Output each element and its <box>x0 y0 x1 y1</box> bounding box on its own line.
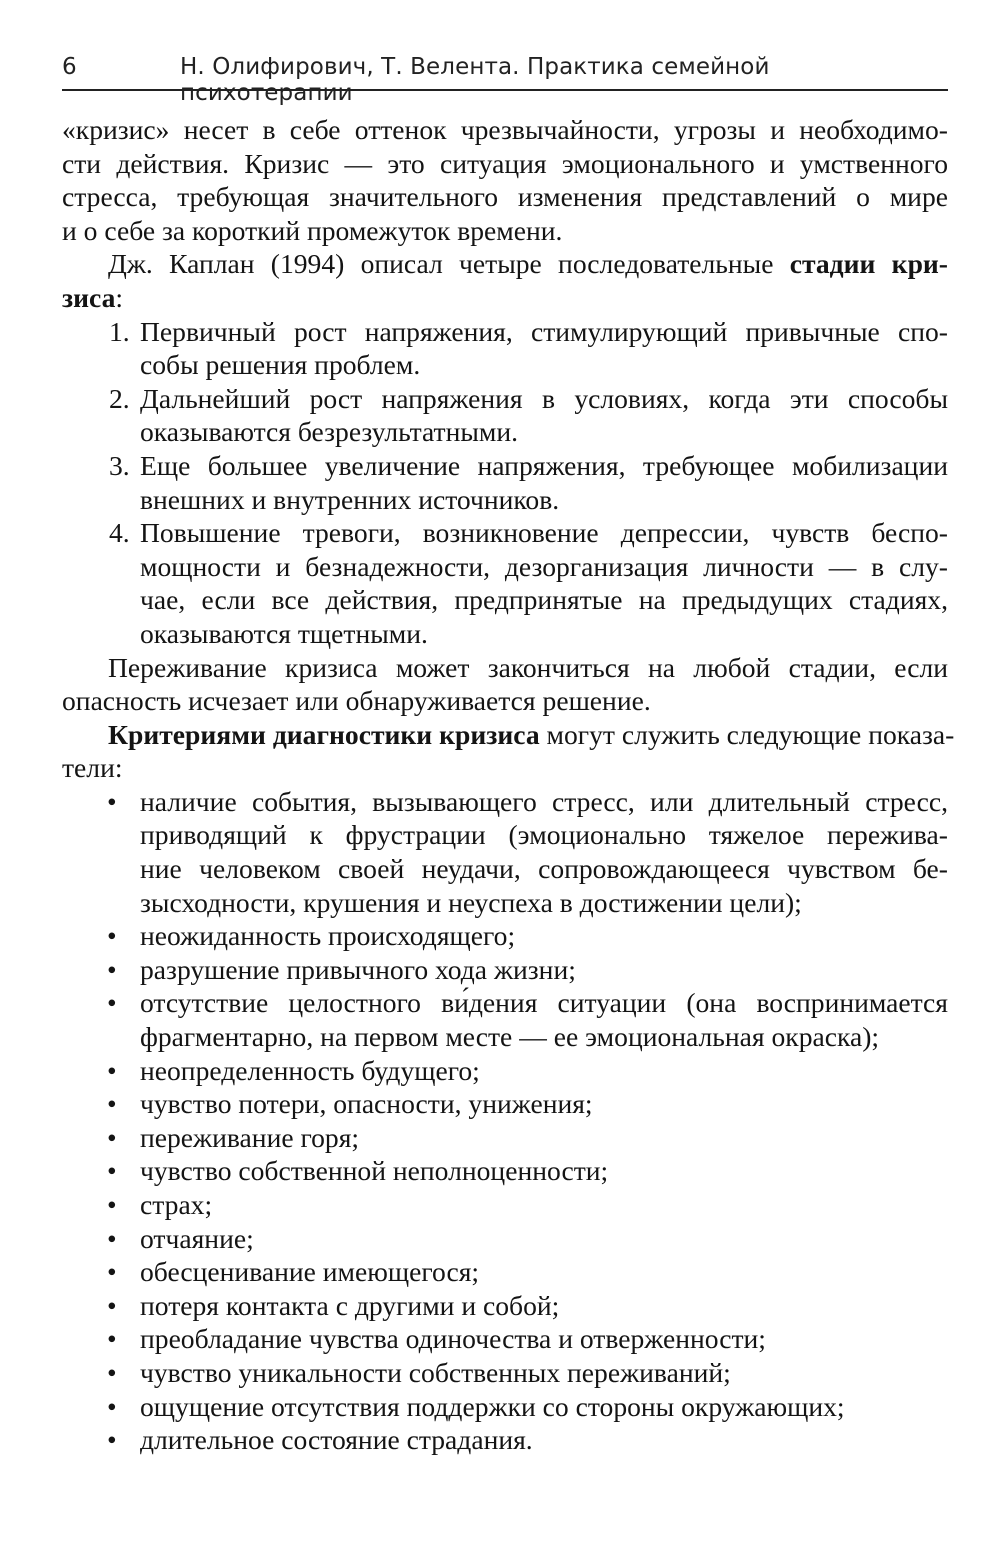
running-head <box>62 54 948 106</box>
text-line: Еще большее увеличение напряжения, требующее мобилизации <box>140 449 948 481</box>
criteria-list <box>62 785 948 1457</box>
paragraph-crisis-definition <box>62 113 948 247</box>
text-line: оказываются тщетными. <box>140 617 428 649</box>
criteria-item <box>62 1289 948 1323</box>
page-number: 6 <box>62 54 77 80</box>
text-line: Дальнейший рост напряжения в условиях, когда эти способы <box>140 382 948 414</box>
criteria-item <box>62 1423 948 1457</box>
text-line: отчаяние; <box>140 1222 254 1254</box>
text-line: длительное состояние страдания. <box>140 1424 533 1456</box>
text-line: наличие события, вызывающего стресс, или длительный стресс, <box>140 785 948 817</box>
stages-list <box>62 315 948 651</box>
criteria-item <box>62 785 948 919</box>
bullet-icon: • <box>107 1390 117 1422</box>
criteria-item <box>62 919 948 953</box>
stage-number: 4. <box>109 517 130 549</box>
bullet-icon: • <box>107 1088 117 1120</box>
text-line: внешних и внутренних источников. <box>140 483 560 515</box>
text-line: фрагментарно, на первом месте — ее эмоциональная окраска); <box>140 1021 880 1053</box>
criteria-item <box>62 1222 948 1256</box>
paragraph-criteria-intro <box>62 718 955 785</box>
criteria-item <box>62 1154 948 1188</box>
stage-number: 3. <box>109 449 130 481</box>
bullet-icon: • <box>107 1424 117 1456</box>
text-line: ние человеком своей неудачи, сопровождающееся чувством бе- <box>140 853 948 885</box>
stage-item <box>62 382 948 449</box>
text-line: «кризис» несет в себе оттенок чрезвычайности, угрозы и необходимо- <box>62 114 948 145</box>
text-line: неожиданность происходящего; <box>140 920 516 952</box>
text-line: собы решения проблем. <box>140 349 421 381</box>
criteria-item <box>62 986 948 1053</box>
text-span: Дж. Каплан (1994) описал четыре последовательные <box>108 248 790 280</box>
running-title: Н. Олифирович, Т. Велента. Практика семейной психотерапии <box>180 54 770 106</box>
bullet-icon: • <box>107 1054 117 1086</box>
criteria-item <box>62 953 948 987</box>
stage-number: 1. <box>109 315 130 347</box>
body-text <box>62 113 955 1457</box>
paragraph-caplan-stages-intro <box>62 247 948 314</box>
text-line: и о себе за короткий промежуток времени. <box>62 214 563 246</box>
text-span: могут служить следующие показа- <box>539 718 955 750</box>
text-line <box>62 281 948 315</box>
text-line: чувство уникальности собственных переживаний; <box>140 1356 731 1388</box>
criteria-item <box>62 1356 948 1390</box>
text-line: оказываются безрезультатными. <box>140 416 519 448</box>
criteria-item <box>62 1390 948 1424</box>
text-line: отсутствие целостного ви́дения ситуации (она воспринимается <box>140 987 948 1019</box>
text-line: переживание горя; <box>140 1121 360 1153</box>
text-line: чае, если все действия, предпринятые на предыдущих стадиях, <box>140 584 948 616</box>
bullet-icon: • <box>107 1356 117 1388</box>
bullet-icon: • <box>107 785 117 817</box>
bullet-icon: • <box>107 1323 117 1355</box>
bullet-icon: • <box>107 920 117 952</box>
text-line: зысходности, крушения и неуспеха в достижении цели); <box>140 886 802 918</box>
text-line <box>62 718 955 752</box>
bullet-icon: • <box>107 1121 117 1153</box>
paragraph-crisis-end <box>62 651 948 718</box>
text-line: неопределенность будущего; <box>140 1054 480 1086</box>
criteria-item <box>62 1322 948 1356</box>
text-line: страх; <box>140 1189 213 1220</box>
stage-item <box>62 516 948 650</box>
criteria-item <box>62 1121 948 1155</box>
text-line: разрушение привычного хода жизни; <box>140 953 576 985</box>
bold-term: стадии кри- <box>789 248 948 280</box>
stage-item <box>62 449 948 516</box>
text-line: потеря контакта с другими и собой; <box>140 1289 560 1321</box>
text-line: Первичный рост напряжения, стимулирующий привычные спо- <box>140 315 948 347</box>
bullet-icon: • <box>107 1256 117 1288</box>
text-line: ощущение отсутствия поддержки со стороны окружающих; <box>140 1390 845 1422</box>
criteria-item <box>62 1255 948 1289</box>
header-rule <box>62 89 948 91</box>
bullet-icon: • <box>107 1189 117 1220</box>
text-line: мощности и безнадежности, дезорганизация личности — в слу- <box>140 550 948 582</box>
text-line: преобладание чувства одиночества и отверженности; <box>140 1323 766 1355</box>
text-line: стресса, требующая значительного изменения представлений о мире <box>62 181 948 213</box>
stage-item <box>62 315 948 382</box>
text-span: : <box>115 281 124 313</box>
text-line: сти действия. Кризис — это ситуация эмоционального и умственного <box>62 147 948 179</box>
bullet-icon: • <box>107 1222 117 1254</box>
text-line: чувство потери, опасности, унижения; <box>140 1088 593 1120</box>
text-line: тели: <box>62 752 123 784</box>
text-line: опасность исчезает или обнаруживается решение. <box>62 685 651 717</box>
criteria-item <box>62 1188 948 1222</box>
text-line <box>62 247 948 281</box>
bullet-icon: • <box>107 1155 117 1187</box>
bullet-icon: • <box>107 953 117 985</box>
bullet-icon: • <box>107 987 117 1019</box>
text-line: обесценивание имеющегося; <box>140 1256 480 1288</box>
text-line: Повышение тревоги, возникновение депрессии, чувств беспо- <box>140 517 948 549</box>
text-line: Переживание кризиса может закончиться на любой стадии, если <box>108 651 948 683</box>
text-line: приводящий к фрустрации (эмоционально тяжелое пережива- <box>140 819 948 851</box>
bold-term: зиса <box>62 281 116 313</box>
bold-term: Критериями диагностики кризиса <box>108 718 540 750</box>
stage-number: 2. <box>109 382 130 414</box>
criteria-item <box>62 1054 948 1088</box>
criteria-item <box>62 1087 948 1121</box>
text-line: чувство собственной неполноценности; <box>140 1155 609 1187</box>
bullet-icon: • <box>107 1289 117 1321</box>
